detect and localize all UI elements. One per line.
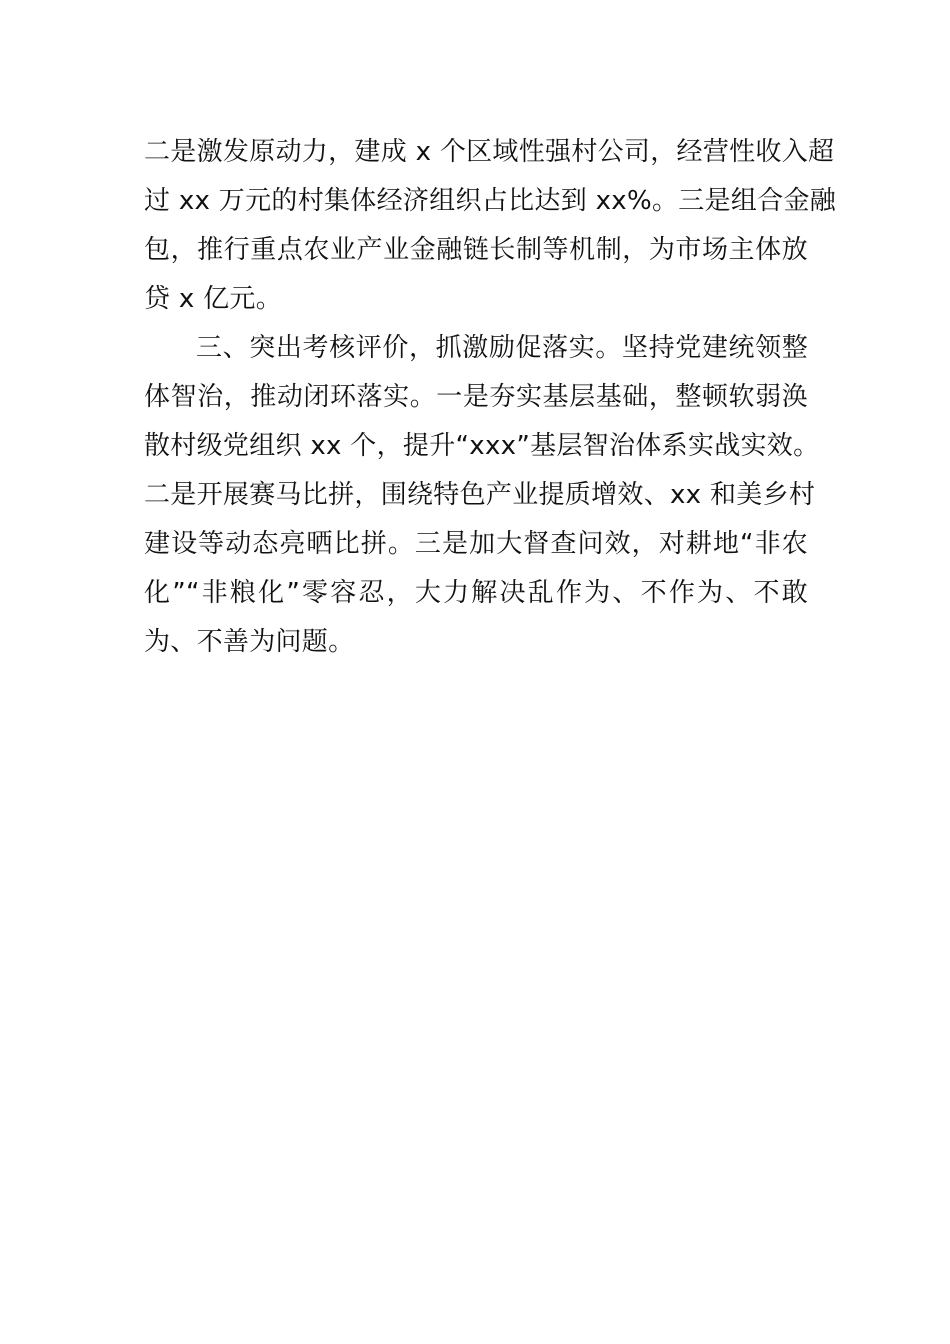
- document-body: [144, 128, 837, 667]
- paragraph-line: 二是激发原动力，建成 x 个区域性强村公司，经营性收入超: [144, 137, 835, 167]
- paragraph-line: 体智治，推动闭环落实。一是夯实基层基础，整顿软弱涣: [144, 382, 808, 412]
- paragraph-line: 散村级党组织 xx 个，提升“xxx”基层智治体系实战实效。: [144, 431, 820, 461]
- paragraph-line: 化”“非粮化”零容忍，大力解决乱作为、不作为、不敢: [144, 578, 808, 608]
- paragraph-line: 为、不善为问题。: [144, 627, 355, 657]
- paragraph-line: 建设等动态亮晒比拼。三是加大督查问效，对耕地“非农: [144, 529, 808, 559]
- paragraph-line: 包，推行重点农业产业金融链长制等机制，为市场主体放: [144, 235, 808, 265]
- paragraph-line: 二是开展赛马比拼，围绕特色产业提质增效、xx 和美乡村: [144, 480, 816, 510]
- paragraph-line: 三、突出考核评价，抓激励促落实。坚持党建统领整: [196, 333, 808, 363]
- paragraph-line: 过 xx 万元的村集体经济组织占比达到 xx%。三是组合金融: [144, 186, 837, 216]
- paragraph-2: [144, 324, 820, 667]
- paragraph-1: [144, 128, 837, 324]
- paragraph-line: 贷 x 亿元。: [144, 284, 283, 314]
